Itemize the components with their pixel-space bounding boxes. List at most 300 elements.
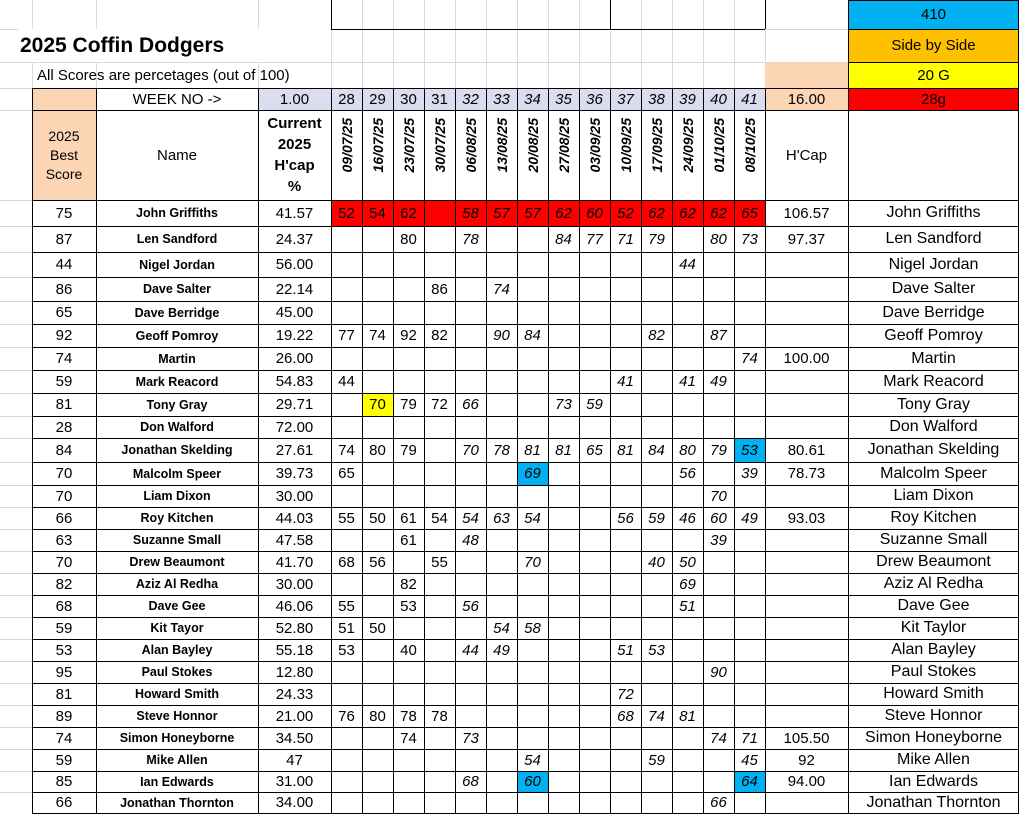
score-cell[interactable]: [393, 416, 424, 438]
player-name[interactable]: [96, 617, 258, 639]
week-number[interactable]: [672, 88, 703, 110]
week-number[interactable]: [703, 88, 734, 110]
score-cell[interactable]: [517, 347, 548, 370]
score-cell[interactable]: [393, 749, 424, 771]
score-cell[interactable]: [703, 393, 734, 416]
week-hcap-value[interactable]: [258, 88, 331, 110]
score-cell[interactable]: [610, 438, 641, 462]
score-cell[interactable]: [703, 507, 734, 529]
total-hcap[interactable]: [765, 252, 848, 277]
total-hcap[interactable]: [765, 683, 848, 705]
score-cell[interactable]: [579, 529, 610, 551]
score-cell[interactable]: [672, 551, 703, 573]
current-hcap[interactable]: [258, 573, 331, 595]
score-cell[interactable]: [548, 462, 579, 485]
score-cell[interactable]: [734, 705, 765, 727]
player-name-right[interactable]: [848, 683, 1019, 705]
week-number[interactable]: [486, 88, 517, 110]
legend-item[interactable]: [848, 62, 1019, 88]
score-cell[interactable]: [703, 347, 734, 370]
score-cell[interactable]: [703, 462, 734, 485]
score-cell[interactable]: [362, 749, 393, 771]
score-cell[interactable]: [734, 771, 765, 792]
current-hcap[interactable]: [258, 771, 331, 792]
sheet-subtitle[interactable]: [35, 62, 765, 88]
score-cell[interactable]: [641, 705, 672, 727]
score-cell[interactable]: [610, 277, 641, 301]
legend-item[interactable]: [848, 88, 1019, 110]
score-cell[interactable]: [455, 639, 486, 661]
player-name-right[interactable]: [848, 252, 1019, 277]
score-cell[interactable]: [331, 749, 362, 771]
current-hcap[interactable]: [258, 393, 331, 416]
score-cell[interactable]: [703, 551, 734, 573]
score-cell[interactable]: [424, 529, 455, 551]
score-cell[interactable]: [424, 485, 455, 507]
score-cell[interactable]: [672, 792, 703, 813]
best-score[interactable]: [32, 595, 96, 617]
score-cell[interactable]: [331, 595, 362, 617]
score-cell[interactable]: [424, 226, 455, 252]
score-cell[interactable]: [734, 393, 765, 416]
score-cell[interactable]: [455, 551, 486, 573]
player-name-right[interactable]: [848, 749, 1019, 771]
score-cell[interactable]: [734, 639, 765, 661]
score-cell[interactable]: [641, 771, 672, 792]
player-name-right[interactable]: [848, 639, 1019, 661]
score-cell[interactable]: [703, 416, 734, 438]
total-hcap[interactable]: [765, 301, 848, 324]
score-cell[interactable]: [579, 792, 610, 813]
score-cell[interactable]: [579, 438, 610, 462]
score-cell[interactable]: [486, 529, 517, 551]
score-cell[interactable]: [362, 551, 393, 573]
score-cell[interactable]: [641, 393, 672, 416]
score-cell[interactable]: [393, 438, 424, 462]
player-name[interactable]: [96, 416, 258, 438]
score-cell[interactable]: [641, 595, 672, 617]
score-cell[interactable]: [424, 301, 455, 324]
total-hcap[interactable]: [765, 507, 848, 529]
week-number[interactable]: [393, 88, 424, 110]
best-score[interactable]: [32, 639, 96, 661]
score-cell[interactable]: [393, 551, 424, 573]
current-hcap[interactable]: [258, 438, 331, 462]
date-header[interactable]: [455, 110, 486, 200]
score-cell[interactable]: [703, 438, 734, 462]
current-hcap[interactable]: [258, 277, 331, 301]
score-cell[interactable]: [703, 771, 734, 792]
player-name[interactable]: [96, 683, 258, 705]
score-cell[interactable]: [393, 639, 424, 661]
score-cell[interactable]: [610, 661, 641, 683]
legend-item[interactable]: [848, 0, 1019, 29]
score-cell[interactable]: [517, 617, 548, 639]
score-cell[interactable]: [424, 661, 455, 683]
score-cell[interactable]: [393, 573, 424, 595]
best-score[interactable]: [32, 252, 96, 277]
score-cell[interactable]: [672, 277, 703, 301]
score-cell[interactable]: [362, 416, 393, 438]
score-cell[interactable]: [331, 370, 362, 393]
best-score[interactable]: [32, 226, 96, 252]
player-name-right[interactable]: [848, 277, 1019, 301]
player-name-right[interactable]: [848, 507, 1019, 529]
score-cell[interactable]: [579, 226, 610, 252]
score-cell[interactable]: [579, 551, 610, 573]
score-cell[interactable]: [672, 301, 703, 324]
week-number[interactable]: [424, 88, 455, 110]
week-number[interactable]: [610, 88, 641, 110]
current-hcap[interactable]: [258, 595, 331, 617]
score-cell[interactable]: [362, 792, 393, 813]
player-name-right[interactable]: [848, 595, 1019, 617]
score-cell[interactable]: [393, 200, 424, 226]
score-cell[interactable]: [610, 324, 641, 347]
current-hcap[interactable]: [258, 485, 331, 507]
score-cell[interactable]: [517, 324, 548, 347]
score-cell[interactable]: [579, 661, 610, 683]
score-cell[interactable]: [610, 485, 641, 507]
score-cell[interactable]: [703, 705, 734, 727]
current-hcap[interactable]: [258, 301, 331, 324]
player-name[interactable]: [96, 485, 258, 507]
score-cell[interactable]: [641, 661, 672, 683]
score-cell[interactable]: [579, 617, 610, 639]
week-number[interactable]: [362, 88, 393, 110]
score-cell[interactable]: [486, 438, 517, 462]
score-cell[interactable]: [703, 301, 734, 324]
score-cell[interactable]: [548, 573, 579, 595]
week-number[interactable]: [331, 88, 362, 110]
score-cell[interactable]: [610, 462, 641, 485]
total-hcap[interactable]: [765, 727, 848, 749]
score-cell[interactable]: [610, 771, 641, 792]
total-hcap[interactable]: [765, 277, 848, 301]
current-hcap[interactable]: [258, 226, 331, 252]
score-cell[interactable]: [641, 727, 672, 749]
player-name[interactable]: [96, 462, 258, 485]
week-number[interactable]: [455, 88, 486, 110]
best-score[interactable]: [32, 749, 96, 771]
player-name[interactable]: [96, 301, 258, 324]
total-hcap[interactable]: [765, 347, 848, 370]
score-cell[interactable]: [548, 771, 579, 792]
score-cell[interactable]: [548, 416, 579, 438]
score-cell[interactable]: [517, 252, 548, 277]
player-name[interactable]: [96, 529, 258, 551]
score-cell[interactable]: [548, 324, 579, 347]
score-cell[interactable]: [517, 485, 548, 507]
score-cell[interactable]: [331, 705, 362, 727]
week-no-label[interactable]: [96, 88, 258, 110]
score-cell[interactable]: [393, 301, 424, 324]
score-cell[interactable]: [641, 792, 672, 813]
player-name[interactable]: [96, 226, 258, 252]
score-cell[interactable]: [734, 617, 765, 639]
score-cell[interactable]: [672, 661, 703, 683]
player-name-right[interactable]: [848, 393, 1019, 416]
score-cell[interactable]: [517, 438, 548, 462]
score-cell[interactable]: [672, 462, 703, 485]
score-cell[interactable]: [331, 507, 362, 529]
score-cell[interactable]: [331, 226, 362, 252]
player-name[interactable]: [96, 639, 258, 661]
score-cell[interactable]: [703, 617, 734, 639]
best-score[interactable]: [32, 727, 96, 749]
score-cell[interactable]: [424, 507, 455, 529]
player-name[interactable]: [96, 438, 258, 462]
score-cell[interactable]: [455, 705, 486, 727]
score-cell[interactable]: [734, 507, 765, 529]
legend-item[interactable]: [848, 29, 1019, 62]
best-score[interactable]: [32, 551, 96, 573]
score-cell[interactable]: [672, 347, 703, 370]
player-name[interactable]: [96, 347, 258, 370]
score-cell[interactable]: [517, 277, 548, 301]
best-score[interactable]: [32, 683, 96, 705]
week-number[interactable]: [641, 88, 672, 110]
score-cell[interactable]: [641, 529, 672, 551]
score-cell[interactable]: [579, 705, 610, 727]
score-cell[interactable]: [517, 551, 548, 573]
score-cell[interactable]: [393, 705, 424, 727]
current-hcap[interactable]: [258, 749, 331, 771]
score-cell[interactable]: [548, 683, 579, 705]
score-cell[interactable]: [641, 324, 672, 347]
score-cell[interactable]: [672, 226, 703, 252]
score-cell[interactable]: [362, 324, 393, 347]
score-cell[interactable]: [455, 529, 486, 551]
score-cell[interactable]: [455, 507, 486, 529]
player-name-right[interactable]: [848, 485, 1019, 507]
score-cell[interactable]: [362, 347, 393, 370]
score-cell[interactable]: [548, 301, 579, 324]
best-score[interactable]: [32, 301, 96, 324]
current-hcap[interactable]: [258, 705, 331, 727]
score-cell[interactable]: [641, 485, 672, 507]
score-cell[interactable]: [455, 370, 486, 393]
score-cell[interactable]: [672, 727, 703, 749]
score-cell[interactable]: [548, 393, 579, 416]
score-cell[interactable]: [672, 324, 703, 347]
score-cell[interactable]: [362, 462, 393, 485]
score-cell[interactable]: [331, 529, 362, 551]
score-cell[interactable]: [548, 347, 579, 370]
score-cell[interactable]: [517, 771, 548, 792]
score-cell[interactable]: [734, 347, 765, 370]
score-cell[interactable]: [362, 595, 393, 617]
score-cell[interactable]: [579, 370, 610, 393]
score-cell[interactable]: [486, 485, 517, 507]
score-cell[interactable]: [610, 749, 641, 771]
score-cell[interactable]: [548, 749, 579, 771]
player-name-right[interactable]: [848, 617, 1019, 639]
score-cell[interactable]: [517, 683, 548, 705]
score-cell[interactable]: [517, 595, 548, 617]
player-name[interactable]: [96, 507, 258, 529]
score-cell[interactable]: [393, 727, 424, 749]
score-cell[interactable]: [455, 462, 486, 485]
current-hcap-header[interactable]: [258, 110, 331, 200]
score-cell[interactable]: [672, 705, 703, 727]
score-cell[interactable]: [486, 727, 517, 749]
current-hcap[interactable]: [258, 551, 331, 573]
score-cell[interactable]: [424, 462, 455, 485]
score-cell[interactable]: [610, 792, 641, 813]
score-cell[interactable]: [579, 639, 610, 661]
total-hcap[interactable]: [765, 416, 848, 438]
score-cell[interactable]: [610, 370, 641, 393]
player-name-right[interactable]: [848, 529, 1019, 551]
score-cell[interactable]: [548, 529, 579, 551]
score-cell[interactable]: [703, 370, 734, 393]
date-header[interactable]: [393, 110, 424, 200]
current-hcap[interactable]: [258, 252, 331, 277]
score-cell[interactable]: [455, 485, 486, 507]
score-cell[interactable]: [331, 347, 362, 370]
score-cell[interactable]: [734, 551, 765, 573]
score-cell[interactable]: [517, 705, 548, 727]
score-cell[interactable]: [734, 200, 765, 226]
score-cell[interactable]: [641, 683, 672, 705]
score-cell[interactable]: [486, 507, 517, 529]
score-cell[interactable]: [486, 370, 517, 393]
score-cell[interactable]: [734, 277, 765, 301]
date-header[interactable]: [424, 110, 455, 200]
score-cell[interactable]: [455, 252, 486, 277]
current-hcap[interactable]: [258, 792, 331, 813]
score-cell[interactable]: [672, 683, 703, 705]
score-cell[interactable]: [641, 617, 672, 639]
player-name-right[interactable]: [848, 573, 1019, 595]
score-cell[interactable]: [455, 749, 486, 771]
player-name[interactable]: [96, 277, 258, 301]
score-cell[interactable]: [486, 324, 517, 347]
score-cell[interactable]: [331, 416, 362, 438]
score-cell[interactable]: [703, 639, 734, 661]
total-hcap[interactable]: [765, 529, 848, 551]
score-cell[interactable]: [393, 324, 424, 347]
score-cell[interactable]: [672, 507, 703, 529]
current-hcap[interactable]: [258, 200, 331, 226]
score-cell[interactable]: [424, 727, 455, 749]
score-cell[interactable]: [455, 727, 486, 749]
score-cell[interactable]: [734, 370, 765, 393]
score-cell[interactable]: [672, 416, 703, 438]
player-name[interactable]: [96, 661, 258, 683]
player-name-right[interactable]: [848, 200, 1019, 226]
peach-cell[interactable]: [765, 62, 848, 88]
player-name-right[interactable]: [848, 462, 1019, 485]
score-cell[interactable]: [672, 370, 703, 393]
score-cell[interactable]: [703, 277, 734, 301]
score-cell[interactable]: [424, 438, 455, 462]
score-cell[interactable]: [424, 200, 455, 226]
score-cell[interactable]: [331, 301, 362, 324]
player-name[interactable]: [96, 252, 258, 277]
score-cell[interactable]: [610, 727, 641, 749]
score-cell[interactable]: [331, 771, 362, 792]
best-score[interactable]: [32, 573, 96, 595]
score-cell[interactable]: [455, 416, 486, 438]
score-cell[interactable]: [734, 595, 765, 617]
score-cell[interactable]: [579, 200, 610, 226]
score-cell[interactable]: [641, 416, 672, 438]
total-hcap[interactable]: [765, 485, 848, 507]
score-cell[interactable]: [641, 438, 672, 462]
date-header[interactable]: [517, 110, 548, 200]
score-cell[interactable]: [703, 226, 734, 252]
score-cell[interactable]: [641, 749, 672, 771]
score-cell[interactable]: [517, 370, 548, 393]
player-name-right[interactable]: [848, 727, 1019, 749]
player-name[interactable]: [96, 595, 258, 617]
score-cell[interactable]: [610, 529, 641, 551]
score-cell[interactable]: [455, 617, 486, 639]
score-cell[interactable]: [548, 727, 579, 749]
score-cell[interactable]: [362, 438, 393, 462]
score-cell[interactable]: [455, 438, 486, 462]
score-cell[interactable]: [362, 393, 393, 416]
score-cell[interactable]: [548, 252, 579, 277]
score-cell[interactable]: [517, 507, 548, 529]
score-cell[interactable]: [734, 792, 765, 813]
score-cell[interactable]: [734, 661, 765, 683]
score-cell[interactable]: [610, 393, 641, 416]
score-cell[interactable]: [734, 749, 765, 771]
score-cell[interactable]: [424, 617, 455, 639]
score-cell[interactable]: [548, 370, 579, 393]
score-cell[interactable]: [331, 551, 362, 573]
score-cell[interactable]: [610, 551, 641, 573]
score-cell[interactable]: [424, 252, 455, 277]
score-cell[interactable]: [703, 252, 734, 277]
score-cell[interactable]: [672, 485, 703, 507]
total-hcap[interactable]: [765, 617, 848, 639]
score-cell[interactable]: [455, 301, 486, 324]
score-cell[interactable]: [579, 485, 610, 507]
hcap-header[interactable]: [765, 110, 848, 200]
score-cell[interactable]: [393, 617, 424, 639]
total-hcap[interactable]: [765, 749, 848, 771]
score-cell[interactable]: [455, 683, 486, 705]
score-cell[interactable]: [362, 639, 393, 661]
score-cell[interactable]: [517, 639, 548, 661]
player-name-right[interactable]: [848, 416, 1019, 438]
score-cell[interactable]: [517, 416, 548, 438]
score-cell[interactable]: [393, 661, 424, 683]
score-cell[interactable]: [331, 727, 362, 749]
total-hcap[interactable]: [765, 370, 848, 393]
score-cell[interactable]: [579, 507, 610, 529]
score-cell[interactable]: [579, 252, 610, 277]
player-name-right[interactable]: [848, 226, 1019, 252]
player-name[interactable]: [96, 749, 258, 771]
score-cell[interactable]: [579, 416, 610, 438]
score-cell[interactable]: [331, 200, 362, 226]
player-name[interactable]: [96, 370, 258, 393]
score-cell[interactable]: [455, 595, 486, 617]
score-cell[interactable]: [734, 226, 765, 252]
score-cell[interactable]: [424, 792, 455, 813]
score-cell[interactable]: [610, 705, 641, 727]
player-name-right[interactable]: [848, 661, 1019, 683]
score-cell[interactable]: [331, 639, 362, 661]
score-cell[interactable]: [362, 705, 393, 727]
score-cell[interactable]: [548, 617, 579, 639]
player-name[interactable]: [96, 551, 258, 573]
